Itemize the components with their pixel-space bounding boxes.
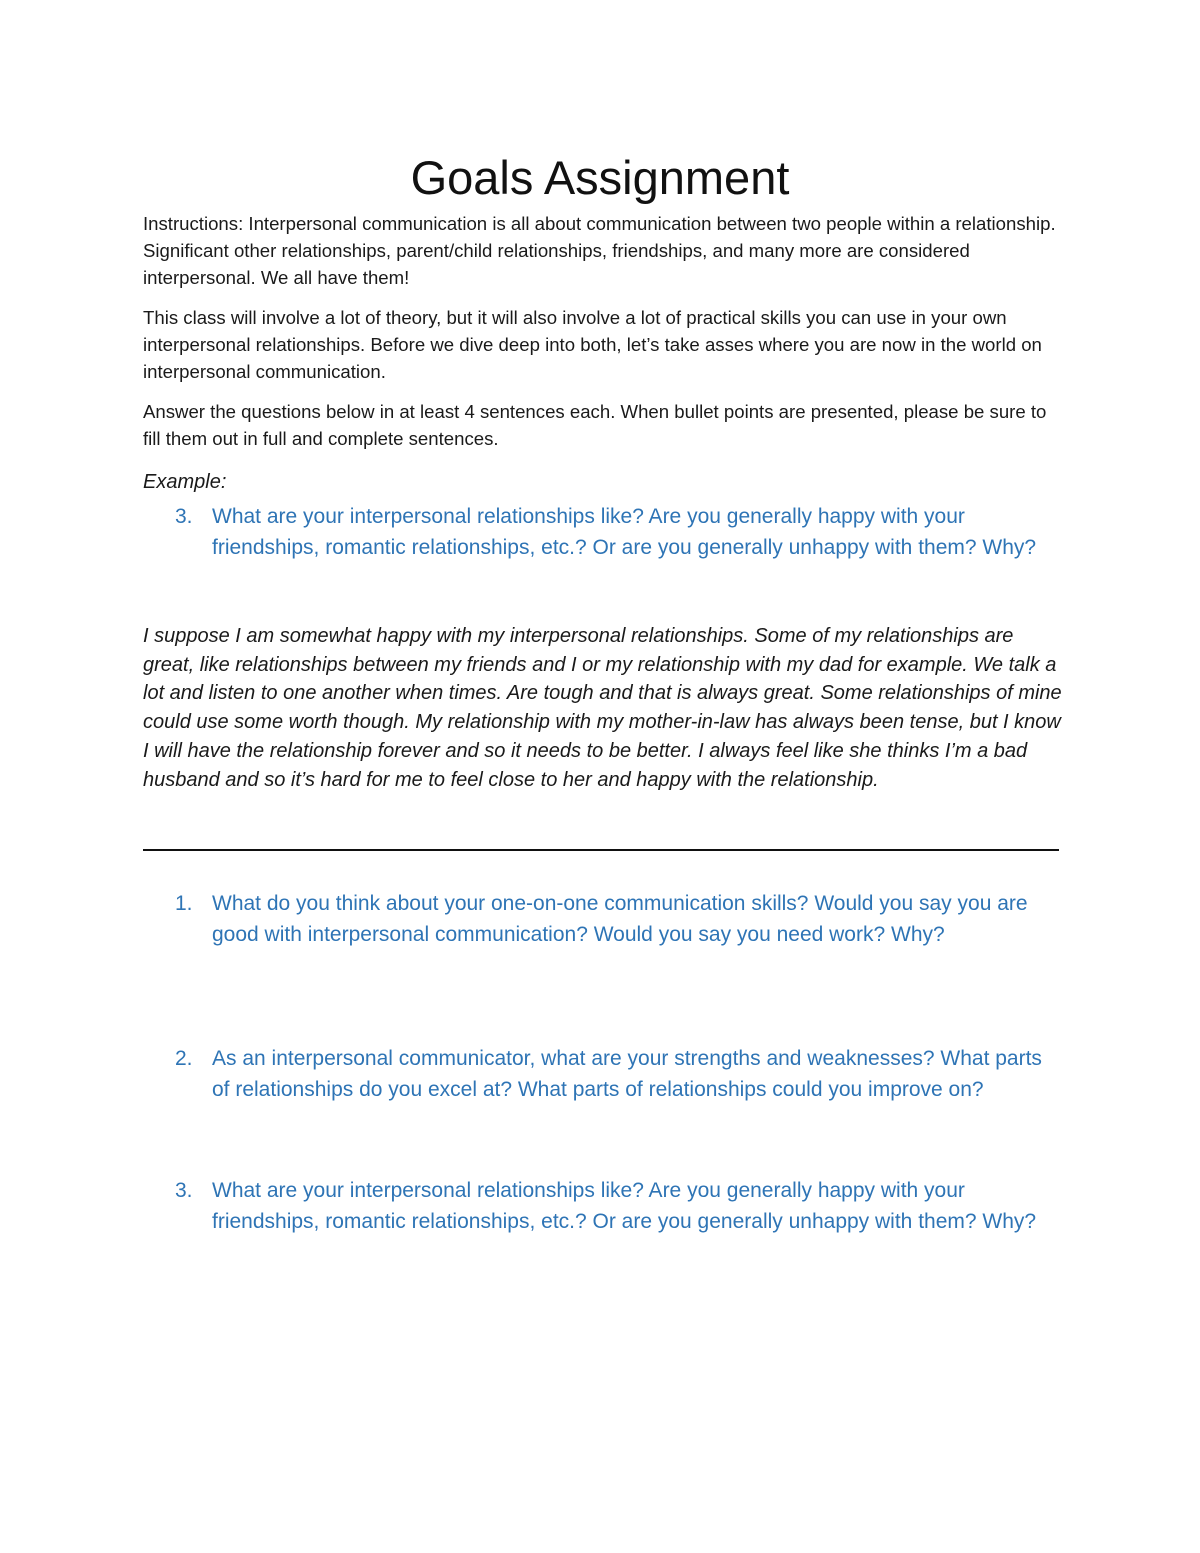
section-divider: [143, 849, 1059, 851]
question-2-text: As an interpersonal communicator, what are your strengths and weaknesses? What parts of relationships do you excel at? What parts of relationships could you improve on?: [212, 1047, 1042, 1101]
question-3-text: What are your interpersonal relationships like? Are you generally happy with your friendships, romantic relationships, etc.? Or are you generally unhappy with them? Why?: [212, 1179, 1037, 1233]
example-answer: I suppose I am somewhat happy with my interpersonal relationships. Some of my relationships are great, like relationships between my friends and I or my relationship with my dad for example. We talk a lot and listen to one another when times. Are tough and that is always great. Some relationships of mine could use some worth though. My relationship with my mother-in-law has always been tense, but I know I will have the relationship forever and so it needs to be better. I always feel like she thinks I’m a bad husband and so it’s hard for me to feel close to her and happy with the relationship.: [143, 625, 1062, 791]
instructions-paragraph: Instructions: Interpersonal communication is all about communication between two people within a relationship. Significant other relationships, parent/child relationships, friendships, and many more are considered interpersonal. We all have them!: [143, 213, 1056, 288]
example-question-text: What are your interpersonal relationships like? Are you generally happy with your friendships, romantic relationships, etc.? Or are you generally unhappy with them? Why?: [212, 505, 1037, 559]
question-1: [143, 888, 1063, 950]
document-title: Goals Assignment: [410, 151, 790, 204]
example-label: Example:: [143, 471, 227, 493]
question-3: [143, 1175, 1063, 1237]
question-3-number: 3.: [175, 1179, 193, 1202]
question-1-text: What do you think about your one-on-one communication skills? Would you say you are good with interpersonal communication? Would you say you need work? Why?: [212, 892, 1028, 946]
question-2: [143, 1043, 1063, 1105]
answer-requirements-paragraph: Answer the questions below in at least 4 sentences each. When bullet points are presented, please be sure to fill them out in full and complete sentences.: [143, 401, 1047, 449]
example-question: [143, 501, 1063, 563]
example-question-number: 3.: [175, 505, 193, 528]
question-2-number: 2.: [175, 1047, 193, 1070]
theory-paragraph: This class will involve a lot of theory, but it will also involve a lot of practical skills you can use in your own interpersonal relationships. Before we dive deep into both, let’s take asses where you are now in the world on interpersonal communication.: [143, 307, 1042, 382]
question-1-number: 1.: [175, 892, 193, 915]
